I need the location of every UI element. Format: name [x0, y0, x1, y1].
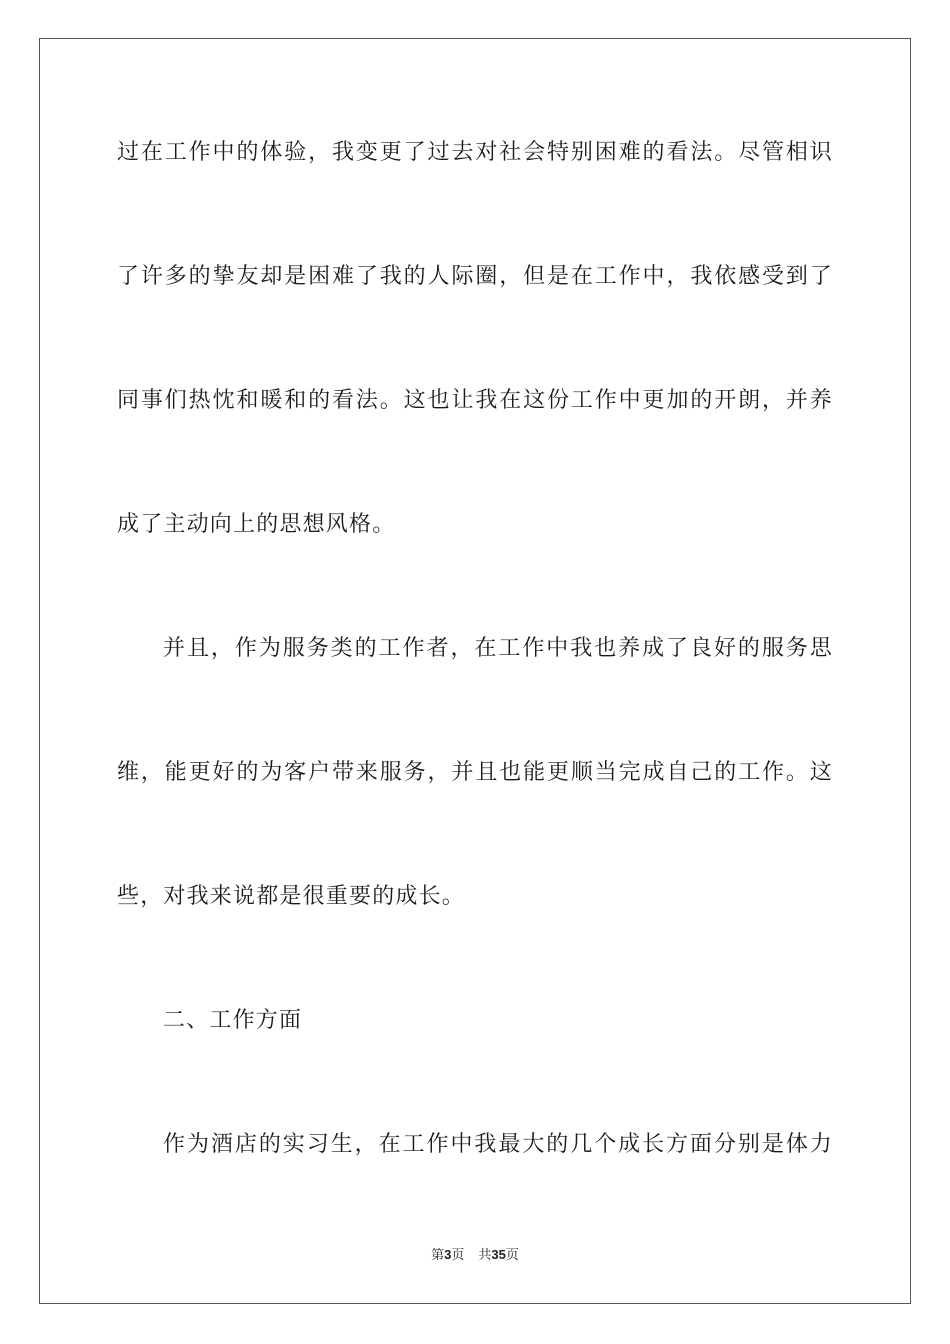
footer-page-total: 35 — [491, 1247, 506, 1262]
page-footer — [0, 1246, 950, 1265]
body-line-4: 成了主动向上的思想风格。 — [117, 512, 396, 537]
footer-page-suffix: 页 — [451, 1248, 465, 1263]
footer-page-current: 3 — [444, 1247, 452, 1262]
body-line-5: 并且，作为服务类的工作者，在工作中我也养成了良好的服务思 — [163, 636, 833, 661]
page-border — [39, 38, 911, 1304]
body-line-2: 了许多的挚友却是困难了我的人际圈，但是在工作中，我依感受到了 — [117, 264, 833, 289]
footer-total-prefix: 共 — [478, 1248, 492, 1263]
body-line-7: 些，对我来说都是很重要的成长。 — [117, 884, 466, 909]
body-line-3: 同事们热忱和暖和的看法。这也让我在这份工作中更加的开朗，并养 — [117, 388, 833, 413]
body-line-9: 作为酒店的实习生，在工作中我最大的几个成长方面分别是体力 — [163, 1132, 833, 1157]
section-heading: 二、工作方面 — [163, 1008, 303, 1033]
footer-page-prefix: 第 — [431, 1248, 445, 1263]
body-line-6: 维，能更好的为客户带来服务，并且也能更顺当完成自己的工作。这 — [117, 760, 833, 785]
body-line-1: 过在工作中的体验，我变更了过去对社会特别困难的看法。尽管相识 — [117, 140, 833, 165]
footer-total-suffix: 页 — [505, 1248, 519, 1263]
